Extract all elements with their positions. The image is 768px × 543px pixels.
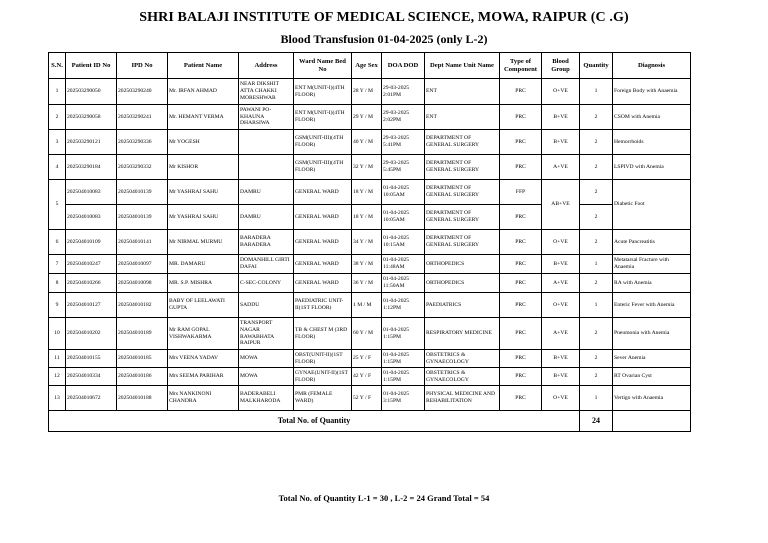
patient-id-cell: 202504010083: [66, 180, 117, 205]
grand-total-line: Total No. of Quantity L-1 = 30 , L-2 = 24 Grand Total = 54: [278, 493, 490, 503]
address-cell: TRANSPORT NAGAR RAWABHATA RAIPUR: [239, 318, 294, 350]
serial-cell: 12: [49, 368, 66, 386]
age-sex-cell: 36 Y / M: [352, 274, 382, 293]
column-header: IPD No: [117, 53, 168, 79]
table-row: [49, 155, 691, 180]
patient-id-cell: 202504010247: [66, 255, 117, 274]
diagnosis-cell: Foreign Body with Anaemia: [613, 79, 691, 105]
component-cell: PRC: [500, 130, 542, 155]
table-row: [49, 274, 691, 293]
address-cell: C-SEC-COLONY: [239, 274, 294, 293]
dept-cell: DEPARTMENT OF GENERAL SURGERY: [425, 155, 500, 180]
table-row: [49, 368, 691, 386]
blood-group-cell: A+VE: [542, 318, 580, 350]
patient-name-cell: Mr RAM GOPAL VISHWAKARMA: [168, 318, 239, 350]
quantity-cell: 2: [580, 155, 613, 180]
component-cell: PRC: [500, 368, 542, 386]
column-header: Ward Name Bed No: [294, 53, 352, 79]
age-sex-cell: 18 Y / M: [352, 180, 382, 205]
diagnosis-cell: LSPIVD with Anemia: [613, 155, 691, 180]
doa-cell: 29-03-2025 5:41PM: [382, 130, 425, 155]
ipd-no-cell: 202504010139: [117, 180, 168, 205]
header-row: [49, 53, 691, 79]
dept-cell: DEPARTMENT OF GENERAL SURGERY: [425, 230, 500, 255]
table-row: [49, 230, 691, 255]
age-sex-cell: 34 Y / M: [352, 230, 382, 255]
component-cell: PRC: [500, 205, 542, 230]
column-header: S.N.: [49, 53, 66, 79]
component-cell: PRC: [500, 274, 542, 293]
patient-name-cell: Mrs VEENA YADAV: [168, 350, 239, 368]
age-sex-cell: 25 Y / F: [352, 350, 382, 368]
age-sex-cell: 28 Y / M: [352, 79, 382, 105]
column-header: DOA DOD: [382, 53, 425, 79]
blood-group-cell: A+VE: [542, 155, 580, 180]
serial-cell: 7: [49, 255, 66, 274]
doa-cell: 01-04-2025 10:05AM: [382, 205, 425, 230]
patient-name-cell: Mr KISHOR: [168, 155, 239, 180]
serial-cell: 13: [49, 386, 66, 411]
column-header: Patient Name: [168, 53, 239, 79]
ipd-no-cell: 202504010097: [117, 255, 168, 274]
patient-name-cell: Mr YASHRAJ SAHU: [168, 205, 239, 230]
address-cell: MOWA: [239, 368, 294, 386]
address-cell: PAWANI PO-KHAUNA DHARSIWA: [239, 105, 294, 130]
blood-group-cell: O+VE: [542, 293, 580, 318]
dept-cell: DEPARTMENT OF GENERAL SURGERY: [425, 180, 500, 205]
address-cell: MOWA: [239, 350, 294, 368]
table-row: [49, 105, 691, 130]
age-sex-cell: 40 Y / M: [352, 130, 382, 155]
table-body: [49, 79, 691, 432]
dept-cell: PAEDIATRICS: [425, 293, 500, 318]
table-row: [49, 350, 691, 368]
table-row: [49, 79, 691, 105]
address-cell: SADDU: [239, 293, 294, 318]
quantity-cell: 2: [580, 318, 613, 350]
dept-cell: DEPARTMENT OF GENERAL SURGERY: [425, 130, 500, 155]
diagnosis-cell: Vertigo with Anaemia: [613, 386, 691, 411]
diagnosis-cell: RA with Anemia: [613, 274, 691, 293]
age-sex-cell: 32 Y / M: [352, 155, 382, 180]
patient-id-cell: 202504010266: [66, 274, 117, 293]
total-label: Total No. of Quantity: [49, 411, 580, 432]
serial-cell: 2: [49, 105, 66, 130]
serial-cell: 11: [49, 350, 66, 368]
ipd-no-cell: 202504010141: [117, 230, 168, 255]
serial-cell: 8: [49, 274, 66, 293]
address-cell: BARADERA BARADERA: [239, 230, 294, 255]
patient-name-cell: Mr YASHRAJ SAHU: [168, 180, 239, 205]
ward-cell: PAEDIATRIC UNIT-II(1ST FLOOR): [294, 293, 352, 318]
patient-id-cell: 202504010083: [66, 205, 117, 230]
table-row: [49, 293, 691, 318]
ward-cell: PMR (FEMALE WARD): [294, 386, 352, 411]
quantity-cell: 2: [580, 230, 613, 255]
dept-cell: ORTHOPEDICS: [425, 255, 500, 274]
quantity-cell: 2: [580, 274, 613, 293]
diagnosis-cell: Diabetic Foot: [613, 180, 691, 230]
ward-cell: GENERAL WARD: [294, 255, 352, 274]
doa-cell: 01-04-2025 3:15PM: [382, 386, 425, 411]
doa-cell: 01-04-2025 10:15AM: [382, 230, 425, 255]
serial-cell: 1: [49, 79, 66, 105]
total-row: [49, 411, 691, 432]
quantity-cell: 2: [580, 350, 613, 368]
dept-cell: ENT: [425, 79, 500, 105]
quantity-cell: 2: [580, 205, 613, 230]
doa-cell: 01-04-2025 1:12PM: [382, 293, 425, 318]
diagnosis-cell: Acute Pancreatitis: [613, 230, 691, 255]
blood-group-cell: B+VE: [542, 255, 580, 274]
blood-group-cell: AB+VE: [542, 180, 580, 230]
serial-cell: 9: [49, 293, 66, 318]
doa-cell: 01-04-2025 1:15PM: [382, 368, 425, 386]
serial-cell: 3: [49, 130, 66, 155]
ipd-no-cell: 202503290240: [117, 79, 168, 105]
doa-cell: 01-04-2025 1:15PM: [382, 350, 425, 368]
ward-cell: GENERAL WARD: [294, 205, 352, 230]
table-row: [49, 180, 691, 205]
diagnosis-cell: Metatarsal Fracture with Anaemia: [613, 255, 691, 274]
column-header: Dept Name Unit Name: [425, 53, 500, 79]
patient-id-cell: 202504010127: [66, 293, 117, 318]
institute-title: SHRI BALAJI INSTITUTE OF MEDICAL SCIENCE, MOWA, RAIPUR (C .G): [139, 10, 629, 25]
quantity-cell: 1: [580, 79, 613, 105]
transfusion-table: [48, 52, 691, 432]
age-sex-cell: 42 Y / F: [352, 368, 382, 386]
ward-cell: ENT M(UNIT-I)(4TH FLOOR): [294, 105, 352, 130]
ward-cell: GYNAE(UNIT-II)(1ST FLOOR): [294, 368, 352, 386]
address-cell: NEAR DIKSHIT ATTA CHAKKI MORESHWAR: [239, 79, 294, 105]
age-sex-cell: 1 M / M: [352, 293, 382, 318]
total-value: 24: [580, 411, 613, 432]
column-header: Blood Group: [542, 53, 580, 79]
ipd-no-cell: 202504010188: [117, 386, 168, 411]
patient-id-cell: 202504010672: [66, 386, 117, 411]
diagnosis-cell: Enteric Fever with Anemia: [613, 293, 691, 318]
doa-cell: 01-04-2025 11:48AM: [382, 255, 425, 274]
patient-name-cell: MR. S.P. MISHRA: [168, 274, 239, 293]
blood-group-cell: A+VE: [542, 274, 580, 293]
ipd-no-cell: 202503290241: [117, 105, 168, 130]
doa-cell: 01-04-2025 1:15PM: [382, 318, 425, 350]
column-header: Diagnosis: [613, 53, 691, 79]
ward-cell: GENERAL WARD: [294, 274, 352, 293]
patient-id-cell: 202503290058: [66, 105, 117, 130]
ward-cell: GENERAL WARD: [294, 230, 352, 255]
column-header: Patient ID No: [66, 53, 117, 79]
patient-id-cell: 202504010155: [66, 350, 117, 368]
serial-cell: 6: [49, 230, 66, 255]
column-header: Type of Component: [500, 53, 542, 79]
table-row: [49, 255, 691, 274]
ipd-no-cell: 202504010186: [117, 368, 168, 386]
patient-id-cell: 202504010202: [66, 318, 117, 350]
column-header: Age Sex: [352, 53, 382, 79]
ipd-no-cell: 202504010098: [117, 274, 168, 293]
report-subtitle: Blood Transfusion 01-04-2025 (only L-2): [280, 32, 488, 46]
ward-cell: GSM(UNIT-III)(4TH FLOOR): [294, 130, 352, 155]
component-cell: FFP: [500, 180, 542, 205]
serial-cell: 10: [49, 318, 66, 350]
age-sex-cell: 38 Y / M: [352, 255, 382, 274]
ipd-no-cell: 202504010139: [117, 205, 168, 230]
component-cell: PRC: [500, 255, 542, 274]
serial-cell: 4: [49, 155, 66, 180]
patient-id-cell: 202503290184: [66, 155, 117, 180]
table-row: [49, 130, 691, 155]
patient-id-cell: 202504010334: [66, 368, 117, 386]
quantity-cell: 1: [580, 255, 613, 274]
doa-cell: 29-03-2025 2:01PM: [382, 79, 425, 105]
ward-cell: GENERAL WARD: [294, 180, 352, 205]
ward-cell: GSM(UNIT-III)(4TH FLOOR): [294, 155, 352, 180]
component-cell: PRC: [500, 79, 542, 105]
diagnosis-cell: Pneumonia with Anemia: [613, 318, 691, 350]
diagnosis-cell: Sever Anemia: [613, 350, 691, 368]
blood-group-cell: B+VE: [542, 105, 580, 130]
component-cell: PRC: [500, 318, 542, 350]
serial-cell: 5: [49, 180, 66, 230]
patient-id-cell: 202503290050: [66, 79, 117, 105]
patient-id-cell: 202504010109: [66, 230, 117, 255]
address-cell: DAMRU: [239, 205, 294, 230]
patient-name-cell: Mr YOGESH: [168, 130, 239, 155]
quantity-cell: 2: [580, 368, 613, 386]
component-cell: PRC: [500, 230, 542, 255]
address-cell: DAMRU: [239, 180, 294, 205]
blood-group-cell: B+VE: [542, 368, 580, 386]
dept-cell: OBSTETRICS & GYNAECOLOGY: [425, 368, 500, 386]
total-blank-cell: [613, 411, 691, 432]
patient-name-cell: Mr. IRFAN AHMAD: [168, 79, 239, 105]
patient-name-cell: MR. DAMARU: [168, 255, 239, 274]
table-row: [49, 205, 691, 230]
address-cell: [239, 155, 294, 180]
ward-cell: OBST(UNIT-II)(1ST FLOOR): [294, 350, 352, 368]
ipd-no-cell: 202503290336: [117, 130, 168, 155]
component-cell: PRC: [500, 155, 542, 180]
component-cell: PRC: [500, 350, 542, 368]
address-cell: BADERABELI MALKHARODA: [239, 386, 294, 411]
diagnosis-cell: CSOM with Anemia: [613, 105, 691, 130]
age-sex-cell: 52 Y / F: [352, 386, 382, 411]
quantity-cell: 2: [580, 180, 613, 205]
age-sex-cell: 60 Y / M: [352, 318, 382, 350]
blood-group-cell: O+VE: [542, 386, 580, 411]
blood-group-cell: B+VE: [542, 130, 580, 155]
blood-group-cell: B+VE: [542, 350, 580, 368]
address-cell: DOMANHILL GIRTI DAFAI: [239, 255, 294, 274]
ward-cell: ENT M(UNIT-I)(4TH FLOOR): [294, 79, 352, 105]
patient-name-cell: Mr NIRMAL MURMU: [168, 230, 239, 255]
dept-cell: ENT: [425, 105, 500, 130]
component-cell: PRC: [500, 293, 542, 318]
quantity-cell: 1: [580, 293, 613, 318]
blood-group-cell: O+VE: [542, 79, 580, 105]
column-header: Address: [239, 53, 294, 79]
column-header: Quantity: [580, 53, 613, 79]
quantity-cell: 1: [580, 386, 613, 411]
patient-id-cell: 202503290121: [66, 130, 117, 155]
diagnosis-cell: Hemorrhoids: [613, 130, 691, 155]
dept-cell: OBSTETRICS & GYNAECOLOGY: [425, 350, 500, 368]
age-sex-cell: 29 Y / M: [352, 105, 382, 130]
diagnosis-cell: RT Ovarian Cyst: [613, 368, 691, 386]
ipd-no-cell: 202503290332: [117, 155, 168, 180]
dept-cell: ORTHOPEDICS: [425, 274, 500, 293]
doa-cell: 01-04-2025 11:50AM: [382, 274, 425, 293]
table-row: [49, 386, 691, 411]
doa-cell: 01-04-2025 10:05AM: [382, 180, 425, 205]
blood-group-cell: O+VE: [542, 230, 580, 255]
patient-name-cell: Mrs SEEMA PARIHAR: [168, 368, 239, 386]
ipd-no-cell: 202504010189: [117, 318, 168, 350]
dept-cell: PHYSICAL MEDICINE AND REHABILITATION: [425, 386, 500, 411]
component-cell: PRC: [500, 105, 542, 130]
ipd-no-cell: 202504010182: [117, 293, 168, 318]
dept-cell: DEPARTMENT OF GENERAL SURGERY: [425, 205, 500, 230]
patient-name-cell: Mrs NANKINONI CHANDRA: [168, 386, 239, 411]
patient-name-cell: Mr. HEMANT VERMA: [168, 105, 239, 130]
dept-cell: RESPIRATORY MEDICINE: [425, 318, 500, 350]
component-cell: PRC: [500, 386, 542, 411]
table-row: [49, 318, 691, 350]
quantity-cell: 2: [580, 105, 613, 130]
doa-cell: 29-03-2025 2:02PM: [382, 105, 425, 130]
patient-name-cell: BABY OF LEELAWATI GUPTA: [168, 293, 239, 318]
quantity-cell: 2: [580, 130, 613, 155]
address-cell: [239, 130, 294, 155]
ward-cell: TB & CHEST M (3RD FLOOR): [294, 318, 352, 350]
age-sex-cell: 18 Y / M: [352, 205, 382, 230]
doa-cell: 29-03-2025 5:45PM: [382, 155, 425, 180]
ipd-no-cell: 202504010185: [117, 350, 168, 368]
